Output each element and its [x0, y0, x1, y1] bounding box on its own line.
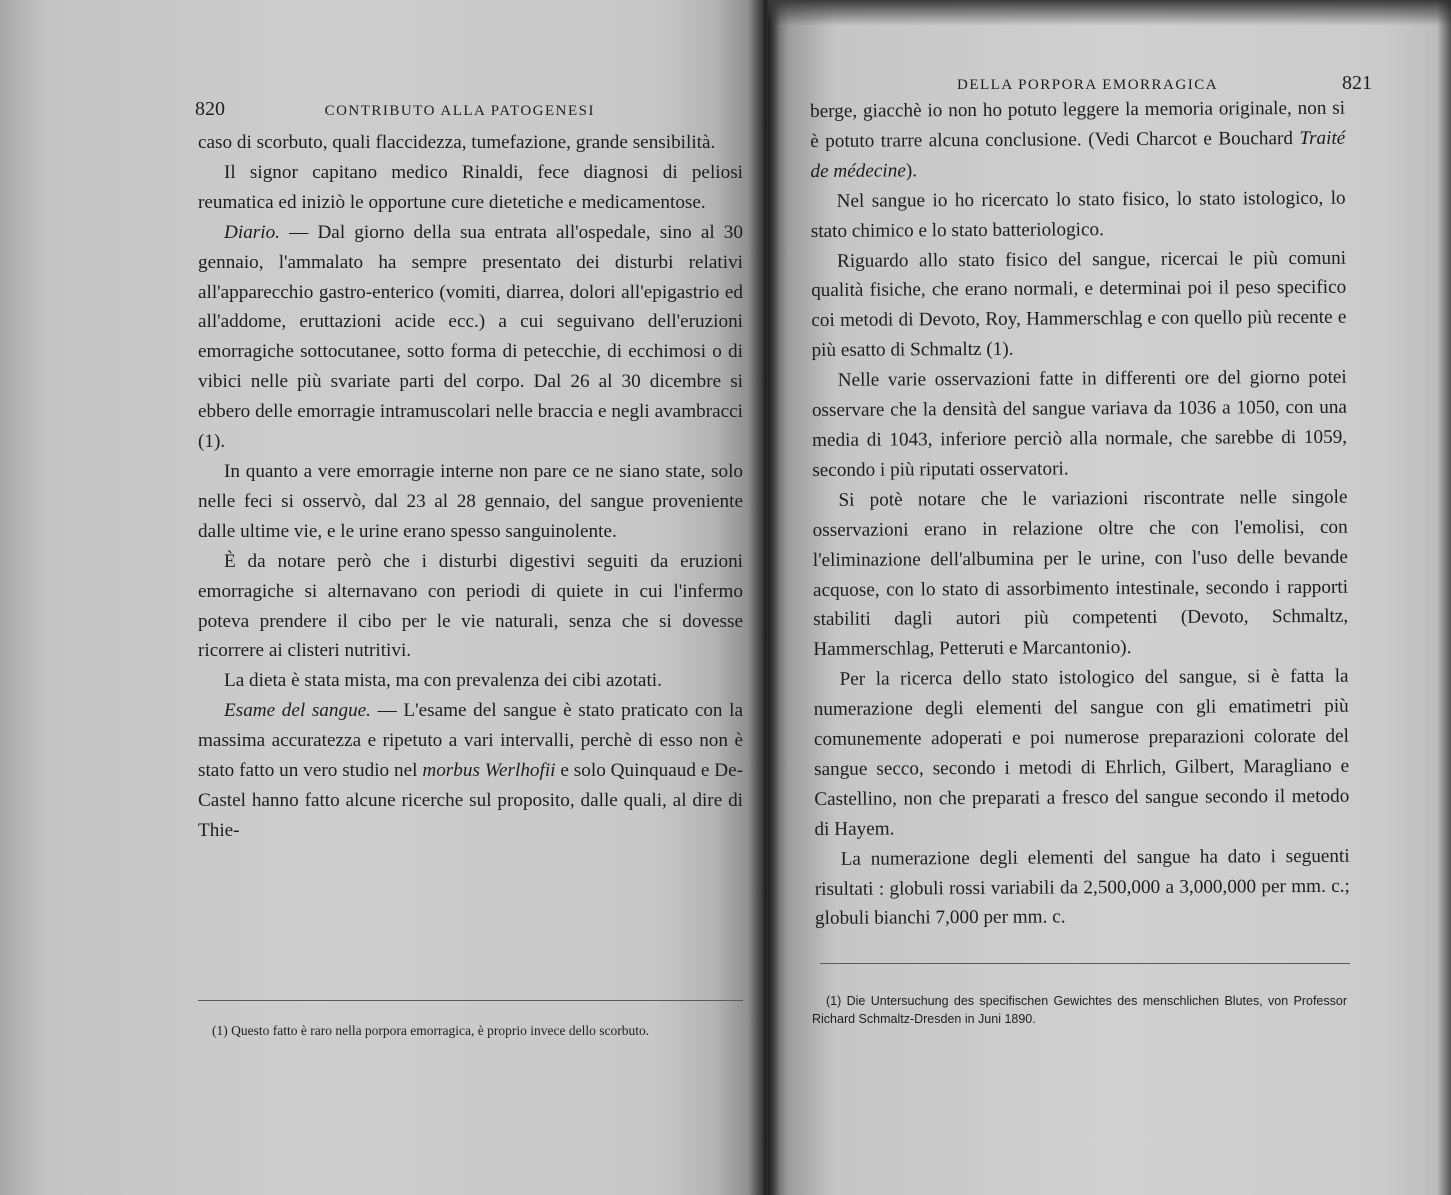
left-running-head: CONTRIBUTO ALLA PATOGENESI — [324, 103, 595, 119]
paragraph: Il signor capitano medico Rinaldi, fece diagnosi di peliosi reumatica ed iniziò le opportune cure dietetiche e medicamentose. — [198, 161, 743, 213]
paragraph-text: — Dal giorno della sua entrata all'ospedale, sino al 30 gennaio, l'ammalato ha sempre presentato dei disturbi relativi all'apparecchio gastro-enterico (vomiti, diarrea, dolori all'epigastrio ed all'addome, eruttazioni acide ecc.) a cui seguivano dell'eruzioni emorragiche sottocutanee, sotto forma di petecchie, di ecchimosi o di vibici nelle più svariate parti del corpo. Dal 26 al 30 dicembre si ebbero delle emorragie intramuscolari nelle braccia e negli avambracci (1). — [198, 221, 743, 453]
footnote-text: (1) Die Untersuchung des specifischen Gewichtes des menschlichen Blutes, von Professor Richard Schmaltz-Dresden in Juni 1890. — [812, 994, 1347, 1026]
page-edge-shadow — [1437, 0, 1451, 1195]
paragraph — [810, 94, 1346, 187]
paragraph-text: berge, giacchè io non ho potuto leggere la memoria originale, non si è potuto trarre alcuna conclusione. (Vedi Charcot e Bouchard — [810, 97, 1346, 152]
paragraph-text: — L'esame del sangue è stato praticato con la massima accuratezza e ripetuto a vari intervalli, perchè di esso non è stato fatto un vero studio nel — [198, 700, 743, 782]
paragraph — [198, 696, 743, 846]
footnote-rule — [820, 963, 1350, 964]
right-body-text — [810, 94, 1350, 935]
paragraph: È da notare però che i disturbi digestivi seguiti da eruzioni emorragiche si alternavano con periodi di quiete in cui l'infermo poteva prendere il cibo per le vie naturali, senza che si dovesse ricorrere ai clisteri nutritivi. — [198, 550, 743, 662]
paragraph: caso di scorbuto, quali flaccidezza, tumefazione, grande sensibilità. — [198, 132, 716, 153]
paragraph: Nelle varie osservazioni fatte in differenti ore del giorno potei osservare che la densità del sangue variava da 1036 a 1050, con una media di 1043, inferiore perciò alla normale, che sarebbe di 1059, secondo i più riputati osservatori. — [811, 366, 1348, 481]
italic-traite: Traité de médecine — [810, 127, 1346, 182]
right-footnote — [812, 992, 1347, 1028]
footnote-rule — [198, 1000, 743, 1001]
paragraph-text: e solo Quinquaud e De-Castel hanno fatto alcune ricerche sul proposito, dalle quali, al dire di Thie- — [198, 760, 743, 841]
left-footnote — [198, 1022, 743, 1040]
paragraph: Nel sangue io ho ricercato lo stato fisico, lo stato istologico, lo stato chimico e lo stato batteriologico. — [810, 187, 1346, 242]
page-top-shadow — [768, 0, 1451, 26]
right-page-header — [957, 72, 1372, 95]
paragraph — [198, 218, 743, 457]
paragraph: In quanto a vere emorragie interne non pare ce ne siano state, solo nelle feci si osservò, dal 23 al 28 gennaio, del sangue proveniente dalle ultime vie, e le urine erano spesso sanguinolente. — [198, 460, 743, 542]
left-body-text — [198, 128, 743, 846]
paragraph: La dieta è stata mista, ma con prevalenza dei cibi azotati. — [224, 670, 662, 692]
paragraph: Per la ricerca dello stato istologico del sangue, si è fatta la numerazione degli elementi del sangue con gli ematimetri più comunemente adoperati e poi numerose preparazioni colorate del sangue secco, secondo i metodi di Ehrlich, Gilbert, Maragliano e Castellino, non che preparati a fresco del sangue secondo il metodo di Hayem. — [813, 665, 1350, 840]
paragraph-text: ). — [905, 160, 918, 182]
left-page-number: 820 — [195, 98, 225, 120]
paragraph: Riguardo allo stato fisico del sangue, ricercai le più comuni qualità fisiche, che erano normali, e determinai poi il peso specifico coi metodi di Devoto, Roy, Hammerschlag e con quello più recente e più esatto di Schmaltz (1). — [811, 247, 1347, 362]
paragraph: Si potè notare che le variazioni riscontrate nelle singole osservazioni erano in relazione oltre che con l'emolisi, con l'eliminazione dell'albumina per le urine, con l'uso delle bevande acquose, con lo stato di assorbimento intestinale, secondo i rapporti stabiliti dagli autori più competenti (Devoto, Schmaltz, Hammerschlag, Petteruti e Marcantonio). — [812, 486, 1349, 661]
right-running-head: DELLA PORPORA EMORRAGICA — [957, 77, 1219, 93]
italic-morbus: morbus Werlhofii — [422, 760, 556, 782]
book-gutter — [748, 0, 780, 1195]
footnote-text: (1) Questo fatto è raro nella porpora emorragica, è proprio invece dello scorbuto. — [212, 1023, 650, 1038]
left-page-header — [195, 98, 595, 121]
paragraph: La numerazione degli elementi del sangue ha dato i seguenti risultati : globuli rossi variabili da 2,500,000 a 3,000,000 per mm. c.; globuli bianchi 7,000 per mm. c. — [814, 845, 1350, 930]
italic-heading-diario: Diario. — [224, 221, 280, 243]
right-page-number: 821 — [1342, 72, 1372, 94]
italic-heading-esame: Esame del sangue. — [224, 700, 371, 722]
